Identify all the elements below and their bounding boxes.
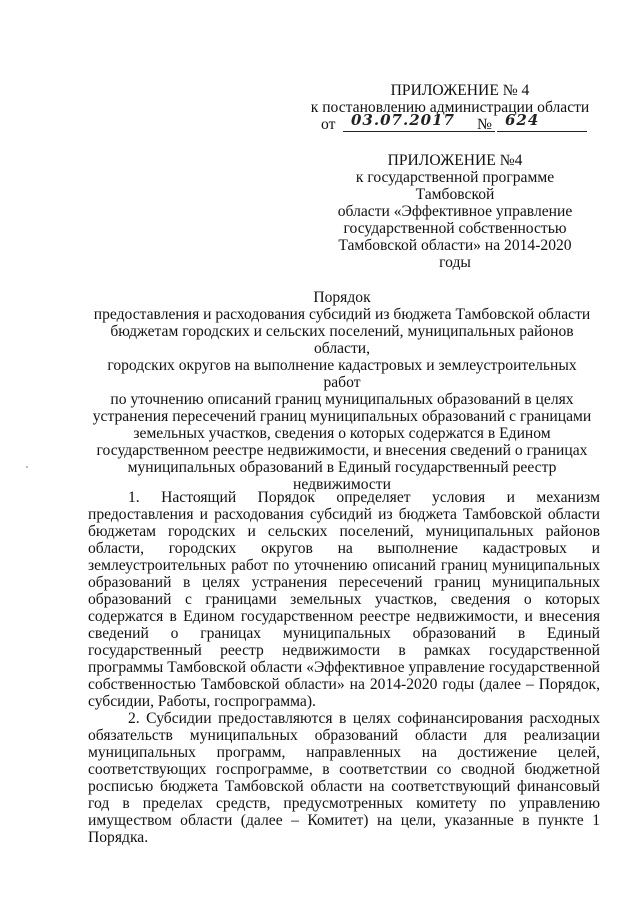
appendix-title: ПРИЛОЖЕНИЕ № 4 bbox=[390, 82, 530, 99]
document-title-line: государственном реестре недвижимости, и внесения сведений о границах bbox=[96, 442, 588, 459]
appendix-program-block bbox=[330, 152, 580, 271]
program-appendix-title: ПРИЛОЖЕНИЕ №4 bbox=[387, 152, 523, 169]
program-appendix-line: государственной собственностью bbox=[343, 220, 567, 237]
program-appendix-line: к государственной программе Тамбовской bbox=[355, 169, 555, 203]
document-title-line: предоставления и расходования субсидий из бюджета Тамбовской области bbox=[93, 306, 591, 323]
program-appendix-line: Тамбовской области» на 2014-2020 годы bbox=[338, 237, 572, 271]
appendix-subtitle: к постановлению администрации области bbox=[310, 99, 590, 116]
handwritten-number: 624 bbox=[505, 111, 540, 129]
document-body bbox=[88, 489, 600, 846]
document-title-line: недвижимости bbox=[293, 476, 391, 493]
scan-mark bbox=[26, 466, 28, 468]
number-prefix: № bbox=[477, 116, 492, 133]
document-title-line: по уточнению описаний границ муниципальных образований в целях bbox=[110, 391, 574, 408]
document-title-line: бюджетам городских и сельских поселений, муниципальных районов области, bbox=[110, 323, 574, 357]
document-title-line: городских округов на выполнение кадастровых и землеустроительных работ bbox=[107, 357, 577, 391]
number-underline bbox=[497, 131, 587, 132]
appendix-date-number-row bbox=[321, 111, 591, 134]
body-paragraph: 1. Настоящий Порядок определяет условия и механизм предоставления и расходования субсидий из бюджета Тамбовской области бюджетам городских и сельских поселений, муниципальных районов области, городских округов на выполнение кадастровых и землеустроительных работ по уточнению описаний границ муниципальных образований в целях устранения пересечений границ муниципальных образований с границами земельных участков, сведения о которых содержатся в Едином государственном реестре недвижимости, и внесения сведений о границах муниципальных образований в Единый государственный реестр недвижимости в рамках государственной программы Тамбовской области «Эффективное управление государственной собственностью Тамбовской области» на 2014-2020 годы (далее – Порядок, субсидии, Работы, госпрограмма). bbox=[88, 489, 600, 710]
document-heading: Порядок bbox=[313, 289, 371, 306]
document-title-block bbox=[92, 289, 592, 493]
date-prefix: от bbox=[321, 116, 336, 133]
document-title-line: земельных участков, сведения о которых содержатся в Едином bbox=[133, 425, 551, 442]
handwritten-date: 03.07.2017 bbox=[351, 111, 455, 129]
document-title-lines bbox=[92, 306, 592, 493]
program-appendix-lines bbox=[330, 169, 580, 271]
document-title-line: муниципальных образований в Единый государственный реестр bbox=[127, 459, 557, 476]
body-paragraph: 2. Субсидии предоставляются в целях софинансирования расходных обязательств муниципальных образований области для реализации муниципальных программ, направленных на достижение целей, соответствующих госпрограмме, в соответствии со сводной бюджетной росписью бюджета Тамбовской области на соответствующий финансовый год в пределах средств, предусмотренных комитету по управлению имуществом области (далее – Комитет) на цели, указанные в пункте 1 Порядка. bbox=[88, 710, 600, 846]
document-title-line: устранения пересечений границ муниципальных образований с границами bbox=[92, 408, 592, 425]
date-underline bbox=[343, 131, 495, 132]
program-appendix-line: области «Эффективное управление bbox=[337, 203, 573, 220]
